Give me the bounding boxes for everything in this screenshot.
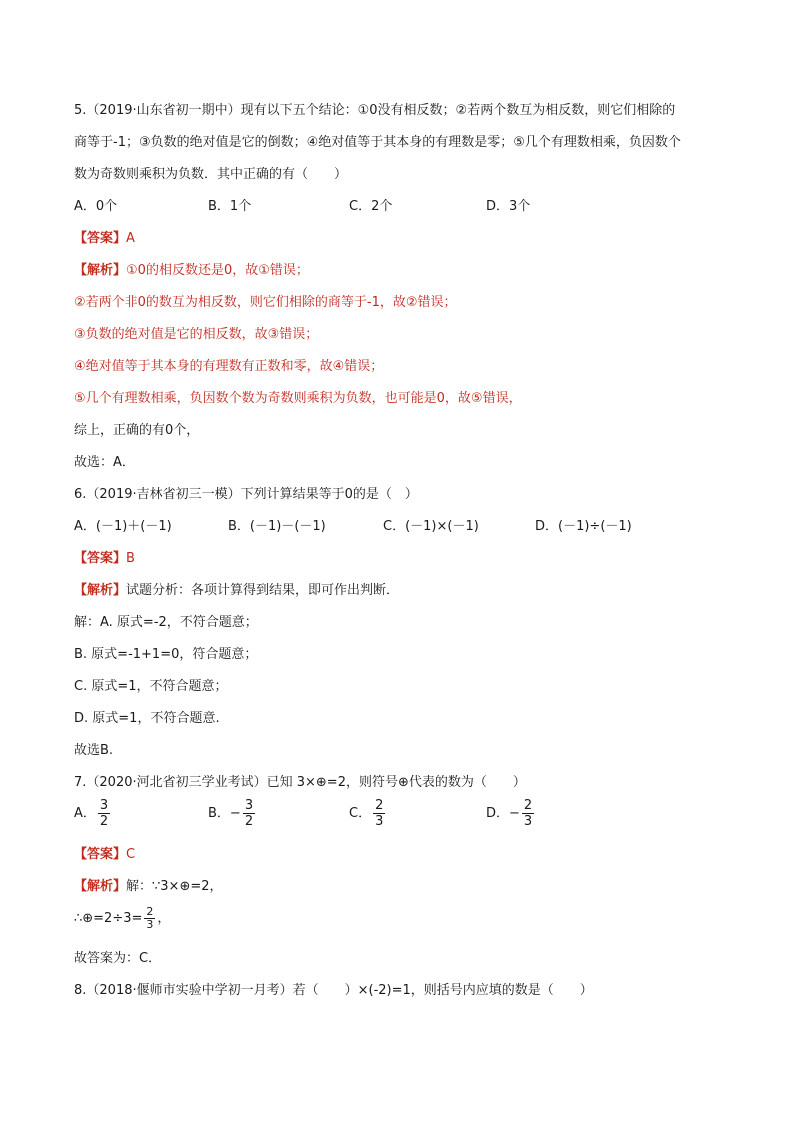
denominator: 3	[375, 814, 384, 829]
denominator: 3	[523, 814, 533, 829]
q6-option-c: C．(－1)×(－1)	[383, 519, 479, 534]
q8-stem-line-1: 8.（2018·偃师市实验中学初一月考）若（ ）×(-2)=1，则括号内应填的数是（ ）	[74, 983, 593, 998]
q7-stem-line-1: 7.（2020·河北省初三学业考试）已知 3×⊕=2，则符号⊕代表的数为（ ）	[74, 775, 526, 790]
q7-option-b	[208, 798, 257, 829]
numerator: 2	[146, 905, 154, 918]
step-prefix: ∴⊕=2÷3=	[74, 911, 143, 926]
q6-analysis-line-1: 解：A. 原式=-2，不符合题意；	[74, 615, 258, 630]
option-label: A．	[74, 806, 96, 821]
fraction	[522, 798, 534, 829]
q5-analysis-line-4: ④绝对值等于其本身的有理数有正数和零，故④错误；	[74, 359, 384, 374]
q7-option-d	[486, 798, 536, 829]
numerator: 2	[523, 798, 533, 813]
numerator: 2	[375, 798, 384, 813]
option-label: C．	[349, 806, 372, 821]
q5-stem-line-1: 5.（2019·山东省初一期中）现有以下五个结论：①0没有相反数；②若两个数互为相反数，则它们相除的	[74, 103, 676, 118]
analysis-tag: 【解析】	[74, 583, 127, 598]
q5-analysis-line-2: ②若两个非0的数互为相反数，则它们相除的商等于-1，故②错误；	[74, 295, 457, 310]
analysis-tag: 【解析】	[74, 879, 127, 894]
q6-option-d: D．(－1)÷(－1)	[535, 519, 632, 534]
q5-stem-line-3: 数为奇数则乘积为负数．其中正确的有（ ）	[74, 167, 348, 182]
option-label: D．	[486, 806, 510, 821]
q7-answer-row	[74, 846, 135, 864]
answer-tag: 【答案】	[74, 847, 127, 862]
q5-analysis-line-1: ①0的相反数还是0，故①错误；	[126, 263, 309, 278]
option-sign: −	[509, 806, 520, 821]
q7-answer: C	[126, 847, 136, 862]
q5-answer: A	[126, 231, 135, 246]
answer-tag: 【答案】	[74, 551, 127, 566]
denominator: 2	[244, 814, 254, 829]
denominator: 2	[99, 814, 109, 829]
q5-analysis-line-5: ⑤几个有理数相乘，负因数个数为奇数则乘积为负数，也可能是0，故⑤错误，	[74, 391, 522, 406]
fraction	[98, 798, 110, 829]
option-sign: −	[229, 806, 241, 821]
q6-answer-row	[74, 550, 135, 568]
option-label: B．	[208, 806, 230, 821]
step-suffix: ，	[157, 911, 171, 926]
answer-tag: 【答案】	[74, 231, 127, 246]
q5-analysis-row	[74, 262, 309, 280]
q7-analysis-first: 解：∵3×⊕=2，	[126, 879, 223, 894]
q6-option-a: A．(－1)＋(－1)	[74, 519, 172, 534]
q5-option-c: C．2个	[349, 199, 393, 214]
q6-conclusion: 故选B.	[74, 743, 114, 758]
q6-stem-line-1: 6.（2019·吉林省初三一模）下列计算结果等于0的是（ ）	[74, 487, 418, 502]
q7-option-a	[74, 798, 112, 829]
q7-analysis-row	[74, 878, 223, 896]
q6-analysis-line-4: D. 原式=1，不符合题意.	[74, 711, 220, 726]
numerator: 3	[99, 798, 109, 813]
denominator: 3	[146, 918, 154, 931]
q6-analysis-line-3: C. 原式=1，不符合题意；	[74, 679, 228, 694]
q5-conclusion: 故选：A．	[74, 455, 135, 470]
q6-analysis-line-2: B. 原式=-1+1=0，符合题意；	[74, 647, 258, 662]
q6-option-b: B．(－1)－(－1)	[228, 519, 326, 534]
q7-analysis-step-2	[74, 906, 170, 931]
q5-option-a: A．0个	[74, 199, 118, 214]
q6-analysis-row	[74, 582, 399, 600]
q7-option-c	[349, 798, 387, 829]
q6-answer: B	[126, 551, 135, 566]
analysis-tag: 【解析】	[74, 263, 127, 278]
q5-stem-line-2: 商等于-1；③负数的绝对值是它的倒数；④绝对值等于其本身的有理数是零；⑤几个有理数相乘，负因数个	[74, 135, 681, 150]
fraction	[373, 798, 385, 829]
q6-analysis-first: 试题分析：各项计算得到结果，即可作出判断．	[126, 583, 400, 598]
q7-conclusion: 故答案为：C．	[74, 951, 162, 966]
q5-option-d: D．3个	[486, 199, 531, 214]
fraction	[144, 906, 155, 931]
q5-analysis-line-3: ③负数的绝对值是它的相反数，故③错误；	[74, 327, 319, 342]
numerator: 3	[244, 798, 254, 813]
q5-answer-row	[74, 230, 135, 248]
fraction	[243, 798, 255, 829]
q5-analysis-line-6: 综上，正确的有0个，	[74, 423, 200, 438]
q5-option-b: B．1个	[208, 199, 252, 214]
